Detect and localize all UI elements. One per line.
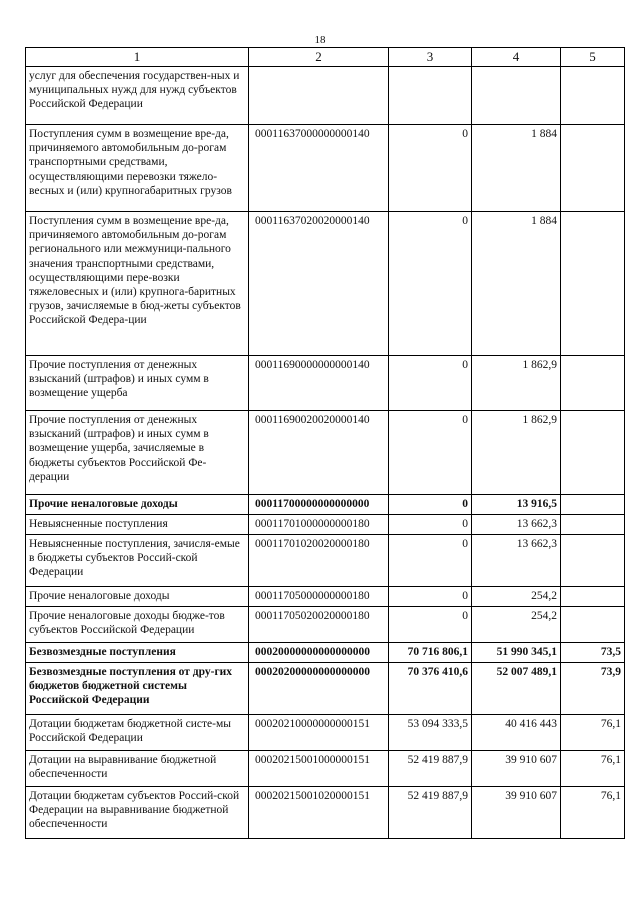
row-plan-cell: 52 419 887,9 (389, 787, 472, 839)
row-percent-cell (561, 356, 625, 411)
table-row (26, 67, 625, 125)
row-code-cell: 00011701020020000180 (249, 535, 389, 587)
row-code-cell: 00020200000000000000 (249, 663, 389, 715)
column-header: 3 (389, 48, 472, 67)
table-row (26, 607, 625, 643)
row-code-cell: 00011700000000000000 (249, 495, 389, 515)
row-fact-cell: 254,2 (472, 607, 561, 643)
row-code-cell: 00011690020020000140 (249, 411, 389, 495)
row-fact-cell: 40 416 443 (472, 715, 561, 751)
row-name-cell: Прочие неналоговые доходы бюдже-тов субъектов Российской Федерации (26, 607, 249, 643)
row-percent-cell: 76,1 (561, 787, 625, 839)
table-body (26, 67, 625, 839)
budget-table (25, 47, 625, 839)
row-percent-cell (561, 535, 625, 587)
column-header: 4 (472, 48, 561, 67)
row-percent-cell (561, 495, 625, 515)
row-percent-cell: 73,5 (561, 643, 625, 663)
row-percent-cell (561, 411, 625, 495)
row-plan-cell: 70 716 806,1 (389, 643, 472, 663)
row-percent-cell: 76,1 (561, 715, 625, 751)
row-code-cell: 00020210000000000151 (249, 715, 389, 751)
column-header: 1 (26, 48, 249, 67)
row-plan-cell: 0 (389, 125, 472, 212)
row-code-cell: 00011705000000000180 (249, 587, 389, 607)
row-name-cell: Поступления сумм в возмещение вре-да, причиняемого автомобильным до-рогам транспортными средствами, осуществляющими перевозки тяжело-весных и (или) крупногабаритных грузов (26, 125, 249, 212)
table-row (26, 663, 625, 715)
row-percent-cell (561, 125, 625, 212)
row-percent-cell: 76,1 (561, 751, 625, 787)
row-percent-cell (561, 67, 625, 125)
row-plan-cell: 0 (389, 495, 472, 515)
row-name-cell: Невыясненные поступления (26, 515, 249, 535)
table-row (26, 411, 625, 495)
row-percent-cell (561, 607, 625, 643)
header-row (26, 48, 625, 67)
table-row (26, 715, 625, 751)
row-name-cell: Прочие неналоговые доходы (26, 587, 249, 607)
table-row (26, 787, 625, 839)
column-header: 2 (249, 48, 389, 67)
row-percent-cell (561, 212, 625, 356)
row-plan-cell: 0 (389, 212, 472, 356)
table-row (26, 515, 625, 535)
row-plan-cell: 0 (389, 607, 472, 643)
row-percent-cell (561, 515, 625, 535)
row-plan-cell: 0 (389, 411, 472, 495)
row-fact-cell: 51 990 345,1 (472, 643, 561, 663)
row-name-cell: Дотации бюджетам бюджетной систе-мы Российской Федерации (26, 715, 249, 751)
row-fact-cell: 1 884 (472, 212, 561, 356)
page-number: 18 (314, 34, 326, 46)
row-percent-cell: 73,9 (561, 663, 625, 715)
row-plan-cell: 0 (389, 515, 472, 535)
row-name-cell: Невыясненные поступления, зачисля-емые в бюджеты субъектов Россий-ской Федерации (26, 535, 249, 587)
row-name-cell: Прочие поступления от денежных взысканий (штрафов) и иных сумм в возмещение ущерба (26, 356, 249, 411)
row-fact-cell: 39 910 607 (472, 787, 561, 839)
row-fact-cell: 13 662,3 (472, 535, 561, 587)
row-code-cell: 00020215001000000151 (249, 751, 389, 787)
row-fact-cell: 1 884 (472, 125, 561, 212)
row-plan-cell (389, 67, 472, 125)
row-name-cell: Прочие поступления от денежных взысканий (штрафов) и иных сумм в возмещение ущерба, зачисляемые в бюджеты субъектов Российской Фе-дерации (26, 411, 249, 495)
row-fact-cell: 1 862,9 (472, 356, 561, 411)
row-name-cell: услуг для обеспечения государствен-ных и муниципальных нужд для нужд субъектов Российской Федерации (26, 67, 249, 125)
row-fact-cell (472, 67, 561, 125)
table-row (26, 535, 625, 587)
row-plan-cell: 0 (389, 587, 472, 607)
row-code-cell: 00011690000000000140 (249, 356, 389, 411)
table-row (26, 356, 625, 411)
row-name-cell: Дотации на выравнивание бюджетной обеспеченности (26, 751, 249, 787)
row-fact-cell: 39 910 607 (472, 751, 561, 787)
table-row (26, 643, 625, 663)
row-name-cell: Поступления сумм в возмещение вре-да, причиняемого автомобильным до-рогам регионального или межмуници-пального значения транспортными средствами, осуществляющими пере-возки тяжеловесных и (или) крупнога-баритных грузов, зачисляемые в бюд-жеты субъектов Российской Федера-ции (26, 212, 249, 356)
row-code-cell: 00011705020020000180 (249, 607, 389, 643)
row-plan-cell: 53 094 333,5 (389, 715, 472, 751)
row-plan-cell: 70 376 410,6 (389, 663, 472, 715)
row-name-cell: Прочие неналоговые доходы (26, 495, 249, 515)
row-fact-cell: 1 862,9 (472, 411, 561, 495)
table-row (26, 751, 625, 787)
row-percent-cell (561, 587, 625, 607)
row-fact-cell: 52 007 489,1 (472, 663, 561, 715)
row-plan-cell: 0 (389, 535, 472, 587)
row-code-cell: 00011701000000000180 (249, 515, 389, 535)
row-name-cell: Дотации бюджетам субъектов Россий-ской Федерации на выравнивание бюджетной обеспеченности (26, 787, 249, 839)
row-name-cell: Безвозмездные поступления (26, 643, 249, 663)
table-row (26, 587, 625, 607)
row-code-cell: 00020000000000000000 (249, 643, 389, 663)
row-code-cell: 00011637000000000140 (249, 125, 389, 212)
row-plan-cell: 52 419 887,9 (389, 751, 472, 787)
row-fact-cell: 13 662,3 (472, 515, 561, 535)
row-name-cell: Безвозмездные поступления от дру-гих бюджетов бюджетной системы Российской Федерации (26, 663, 249, 715)
table-row (26, 212, 625, 356)
table-row (26, 125, 625, 212)
row-code-cell: 00011637020020000140 (249, 212, 389, 356)
row-code-cell (249, 67, 389, 125)
row-plan-cell: 0 (389, 356, 472, 411)
row-code-cell: 00020215001020000151 (249, 787, 389, 839)
row-fact-cell: 254,2 (472, 587, 561, 607)
row-fact-cell: 13 916,5 (472, 495, 561, 515)
table-row (26, 495, 625, 515)
column-header: 5 (561, 48, 625, 67)
